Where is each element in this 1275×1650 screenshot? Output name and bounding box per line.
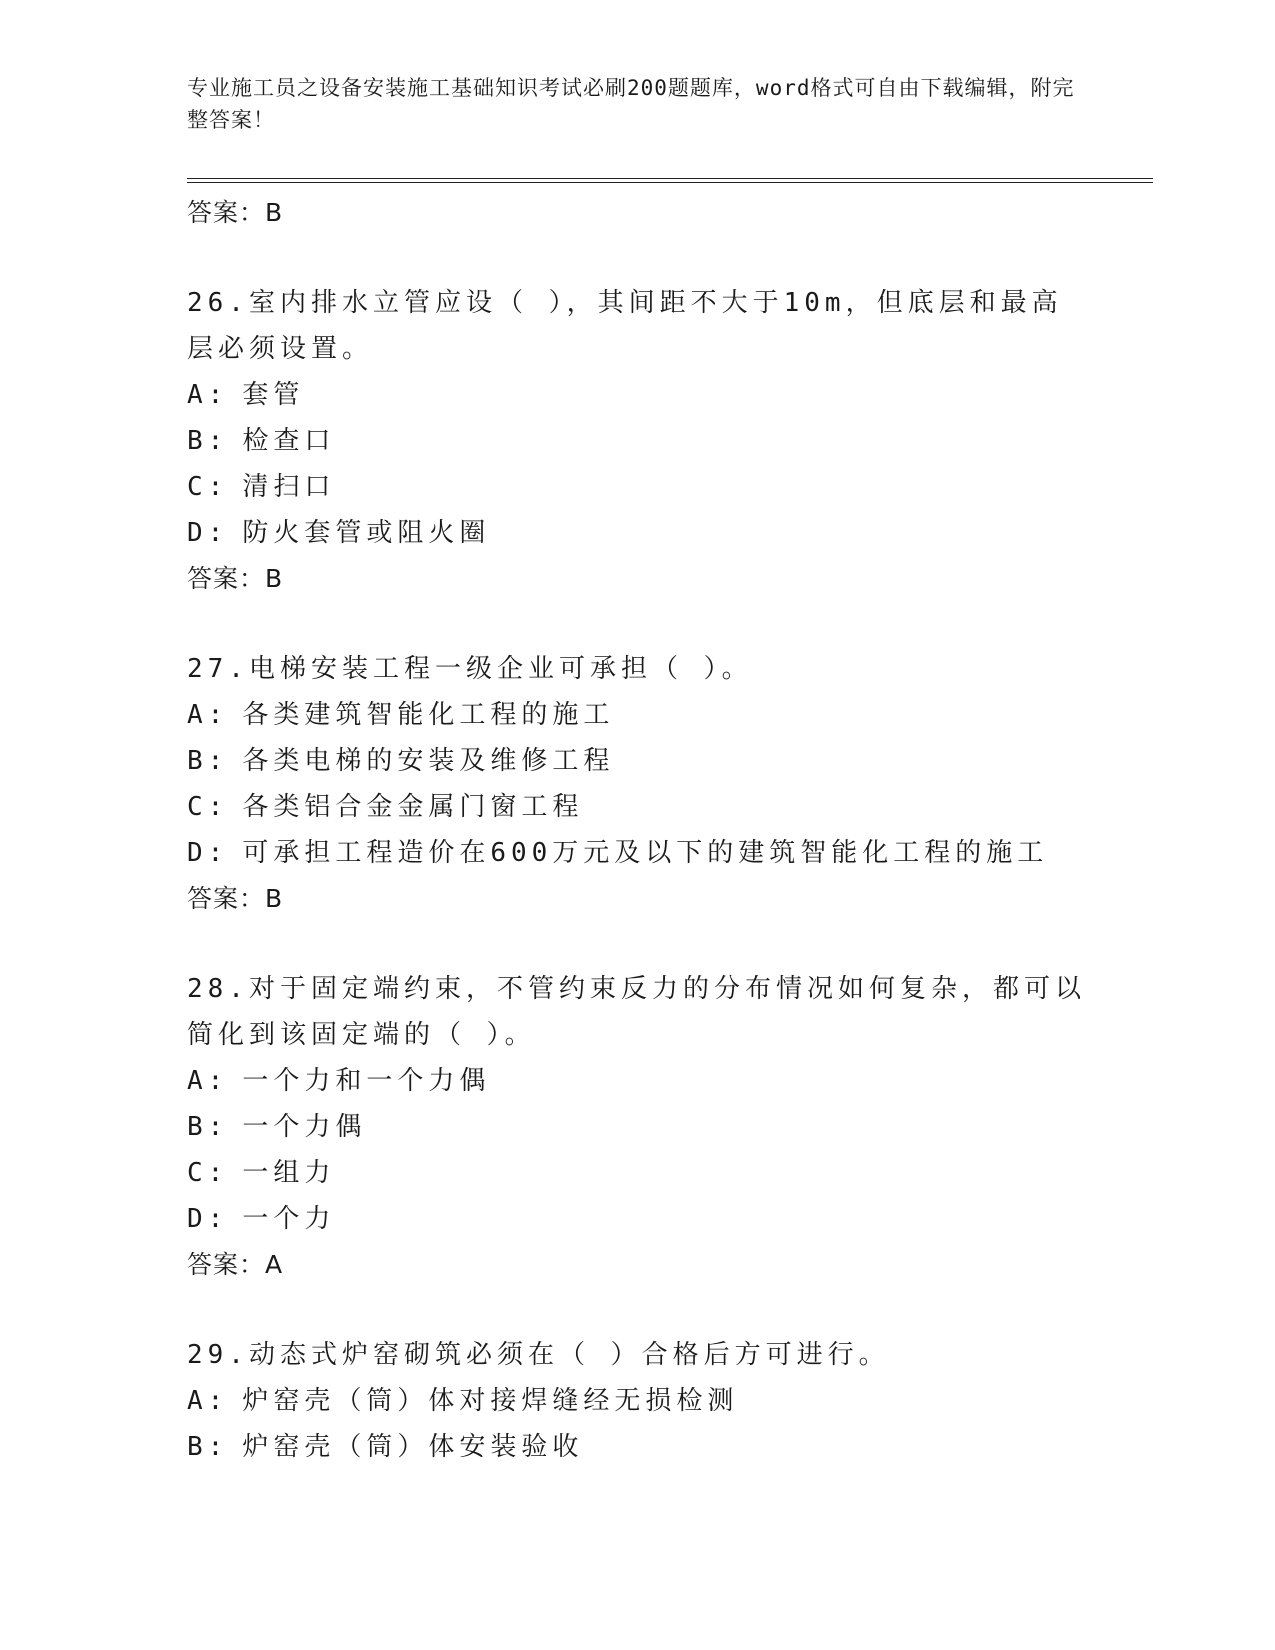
option-d bbox=[187, 830, 1087, 876]
option-text: 炉窑壳（筒）体安装验收 bbox=[242, 1432, 584, 1462]
option-text: 一组力 bbox=[242, 1158, 336, 1188]
option-text: 防火套管或阻火圈 bbox=[242, 518, 491, 548]
option-key: C: bbox=[187, 1158, 229, 1188]
option-key: C: bbox=[187, 472, 229, 502]
option-text: 检查口 bbox=[242, 426, 336, 456]
question-stem: 29.动态式炉窑砌筑必须在（ ）合格后方可进行。 bbox=[187, 1340, 890, 1370]
header-divider-bottom bbox=[187, 182, 1153, 183]
option-key: B: bbox=[187, 1432, 229, 1462]
option-c bbox=[187, 1150, 1087, 1196]
document-body bbox=[187, 190, 1087, 1470]
header-divider-top bbox=[187, 178, 1153, 179]
option-b bbox=[187, 1424, 1087, 1470]
option-d bbox=[187, 1196, 1087, 1242]
option-key: D: bbox=[187, 838, 229, 868]
option-key: B: bbox=[187, 1112, 229, 1142]
option-a bbox=[187, 692, 1087, 738]
option-key: C: bbox=[187, 792, 229, 822]
answer-label: 答案：B bbox=[187, 198, 284, 227]
option-key: A: bbox=[187, 700, 229, 730]
answer-label: 答案：A bbox=[187, 1250, 284, 1279]
question-28 bbox=[187, 966, 1087, 1288]
option-text: 各类铝合金金属门窗工程 bbox=[242, 792, 584, 822]
document-header: 专业施工员之设备安装施工基础知识考试必刷200题题库，word格式可自由下载编辑，附完整答案！ bbox=[187, 76, 1075, 132]
option-text: 一个力偶 bbox=[242, 1112, 367, 1142]
option-text: 套管 bbox=[242, 380, 305, 410]
option-d bbox=[187, 510, 1087, 556]
option-c bbox=[187, 784, 1087, 830]
option-text: 一个力和一个力偶 bbox=[242, 1066, 491, 1096]
question-26 bbox=[187, 280, 1087, 602]
question-stem: 27.电梯安装工程一级企业可承担（ ）。 bbox=[187, 654, 753, 684]
option-b bbox=[187, 1104, 1087, 1150]
option-text: 各类建筑智能化工程的施工 bbox=[242, 700, 615, 730]
option-key: A: bbox=[187, 1386, 229, 1416]
option-b bbox=[187, 418, 1087, 464]
option-a bbox=[187, 372, 1087, 418]
option-text: 清扫口 bbox=[242, 472, 336, 502]
question-stem: 26.室内排水立管应设（ ），其间距不大于10m，但底层和最高层必须设置。 bbox=[187, 288, 1063, 364]
question-29 bbox=[187, 1332, 1087, 1470]
option-b bbox=[187, 738, 1087, 784]
answer-label: 答案：B bbox=[187, 884, 284, 913]
option-key: D: bbox=[187, 518, 229, 548]
option-key: B: bbox=[187, 746, 229, 776]
option-text: 可承担工程造价在600万元及以下的建筑智能化工程的施工 bbox=[242, 838, 1049, 868]
option-c bbox=[187, 464, 1087, 510]
option-key: A: bbox=[187, 380, 229, 410]
option-key: A: bbox=[187, 1066, 229, 1096]
question-stem: 28.对于固定端约束，不管约束反力的分布情况如何复杂，都可以简化到该固定端的（ ）。 bbox=[187, 974, 1086, 1050]
option-key: B: bbox=[187, 426, 229, 456]
option-key: D: bbox=[187, 1204, 229, 1234]
question-27 bbox=[187, 646, 1087, 922]
option-a bbox=[187, 1378, 1087, 1424]
option-text: 一个力 bbox=[242, 1204, 336, 1234]
option-text: 各类电梯的安装及维修工程 bbox=[242, 746, 615, 776]
answer-label: 答案：B bbox=[187, 564, 284, 593]
option-text: 炉窑壳（筒）体对接焊缝经无损检测 bbox=[242, 1386, 739, 1416]
option-a bbox=[187, 1058, 1087, 1104]
